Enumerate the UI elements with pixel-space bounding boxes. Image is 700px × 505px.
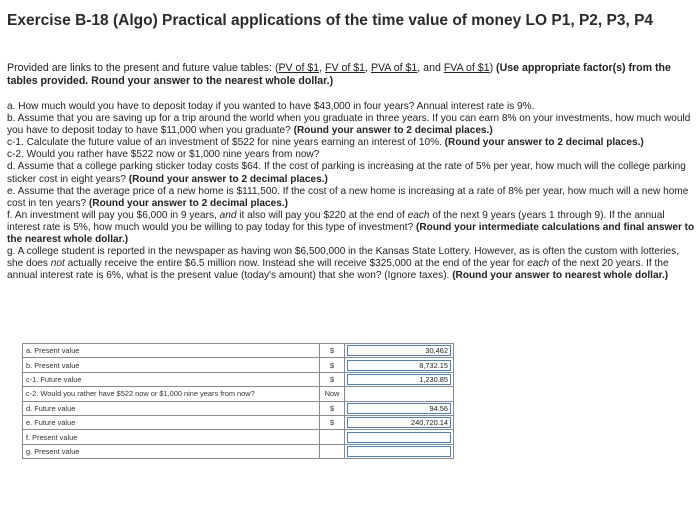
table-row	[23, 415, 454, 429]
currency-symbol	[320, 430, 345, 444]
intro-prefix: Provided are links to the present and future value tables: (	[7, 62, 279, 74]
table-row	[23, 430, 454, 444]
question-e: e. Assume that the average price of a new home is $111,500. If the cost of a new home is increasing at a rate of 8% per year, how much will a new home cost in ten years? (Round your answer to 2 decimal places.)	[7, 185, 689, 209]
table-row	[23, 387, 454, 401]
row-label: g. Present value	[23, 444, 320, 458]
currency-symbol: $	[320, 358, 345, 372]
page-title: Exercise B-18 (Algo) Practical applications of the time value of money LO P1, P2, P3, P4	[7, 12, 654, 29]
answer-c1-cell	[345, 372, 454, 386]
row-label: f. Present value	[23, 430, 320, 444]
answer-a-cell	[345, 344, 454, 358]
answer-f-input[interactable]	[347, 432, 451, 443]
answer-f-cell	[345, 430, 454, 444]
question-b: b. Assume that you are saving up for a trip around the world when you graduate in three years. If you can earn 8% on your investments, how much would you have to deposit today to have $11,000 when you graduate? (Round your answer to 2 decimal places.)	[7, 113, 691, 137]
link-fv-of-1[interactable]: FV of $1	[325, 62, 366, 74]
question-f: f. An investment will pay you $6,000 in 9 years, and it also will pay you $220 at the end of each of the next 9 years (years 1 through 9). If the annual interest rate is 5%, how much would you be willing to pay today for this type of investment? (Round your intermediate calculations and final answer to the nearest whole dollar.)	[7, 209, 695, 246]
row-label: a. Present value	[23, 344, 320, 358]
table-row	[23, 344, 454, 358]
question-d: d. Assume that a college parking sticker today costs $64. If the cost of parking is increasing at the rate of 5% per year, how much will the college parking sticker cost in eight years? (Round your answer to 2 decimal places.)	[7, 161, 686, 185]
answer-e-input[interactable]: 240,720.14	[347, 417, 451, 428]
answer-table	[22, 343, 454, 459]
link-pva-of-1[interactable]: PVA of $1	[370, 62, 418, 74]
answer-d-input[interactable]: 94.56	[347, 403, 451, 414]
table-row	[23, 372, 454, 386]
answer-c2-choice[interactable]: Now	[320, 387, 345, 401]
question-list	[7, 101, 695, 282]
answer-g-cell	[345, 444, 454, 458]
row-label: c-1. Future value	[23, 372, 320, 386]
answer-c1-input[interactable]: 1,230.85	[347, 374, 451, 385]
intro-instruction: (Use appropriate factor(s) from the tables provided. Round your answer to the nearest whole dollar.)	[7, 62, 671, 87]
currency-symbol: $	[320, 415, 345, 429]
question-c2: c-2. Would you rather have $522 now or $1,000 nine years from now?	[7, 149, 320, 161]
answer-a-input[interactable]: 30,462	[347, 345, 451, 356]
currency-symbol: $	[320, 344, 345, 358]
question-a: a. How much would you have to deposit today if you wanted to have $43,000 in four years? Annual interest rate is 9%.	[7, 101, 535, 112]
table-row	[23, 358, 454, 372]
table-row	[23, 444, 454, 458]
answer-e-cell	[345, 415, 454, 429]
answer-d-cell	[345, 401, 454, 415]
link-fva-of-1[interactable]: FVA of $1	[443, 62, 490, 74]
row-label: d. Future value	[23, 401, 320, 415]
currency-symbol: $	[320, 401, 345, 415]
currency-symbol: $	[320, 372, 345, 386]
answer-g-input[interactable]	[347, 446, 451, 457]
answer-b-input[interactable]: 8,732.15	[347, 360, 451, 371]
row-label: e. Future value	[23, 415, 320, 429]
link-pv-of-1[interactable]: PV of $1	[278, 62, 320, 74]
question-g: g. A college student is reported in the newspaper as having won $6,500,000 in the Kansas State Lottery. However, as is often the custom with lotteries, she does not actually receive the entire $6.5 million now. Instead she will receive $325,000 at the end of the year for each of the next 20 years. If the annual interest rate is 6%, what is the present value (today's amount) that she won? (Ignore taxes). (Round your answer to nearest whole dollar.)	[7, 246, 680, 282]
row-label: c-2. Would you rather have $522 now or $1,000 nine years from now?	[23, 387, 320, 401]
instructions: Provided are links to the present and future value tables: (PV of $1, FV of $1, PVA of $1, and FVA of $1) (Use appropriate factor(s) from the tables provided. Round your answer to the nearest whole dollar.)	[7, 62, 671, 87]
question-c1: c-1. Calculate the future value of an investment of $522 for nine years earning an interest of 10%. (Round your answer to 2 decimal places.)	[7, 137, 644, 149]
currency-symbol	[320, 444, 345, 458]
table-row	[23, 401, 454, 415]
row-label: b. Present value	[23, 358, 320, 372]
answer-b-cell	[345, 358, 454, 372]
answer-c2-cell	[345, 387, 454, 401]
